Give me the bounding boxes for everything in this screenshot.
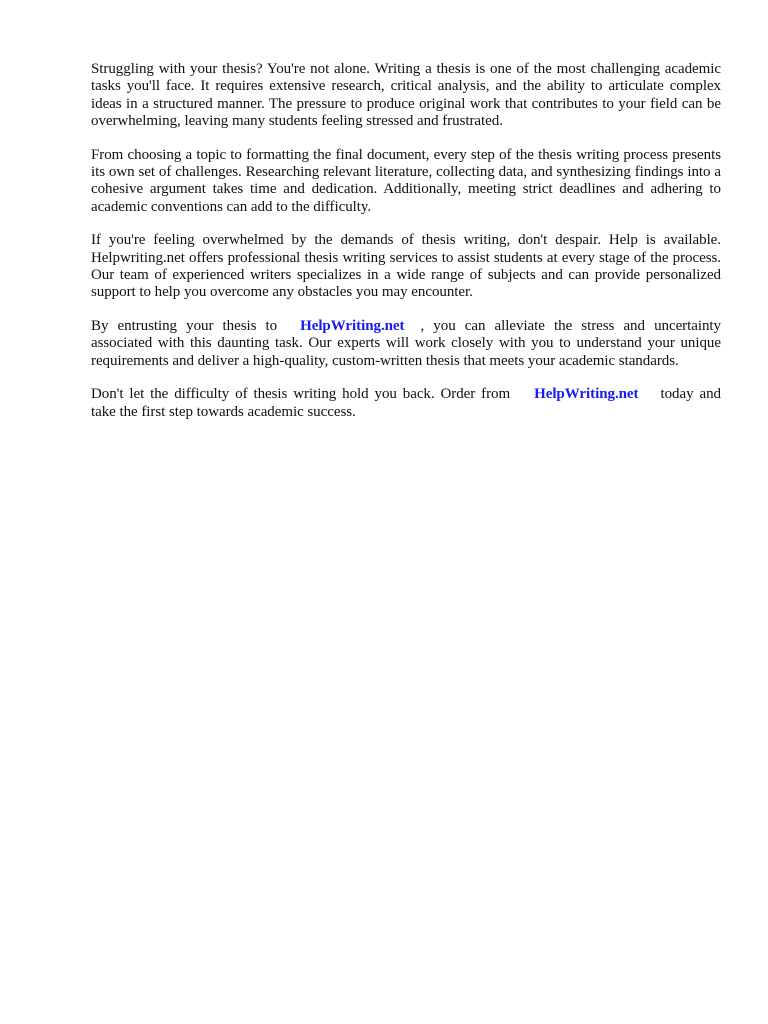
paragraph-5-text-before: Don't let the difficulty of thesis writing hold you back. Order from [91,386,511,403]
document-body [91,61,721,437]
helpwriting-link[interactable]: HelpWriting.net [300,317,405,334]
paragraph-4-text-after: , you can alleviate the stress and uncertainty associated with this daunting task. Our experts will work closely with you to understand your unique requirements and deliver a high-quality, custom-written thesis that meets your academic standards. [91,317,721,369]
paragraph-5 [91,386,721,421]
paragraph-4 [91,318,721,370]
paragraph-5-text-after: today and take the first step towards academic success. [91,386,721,420]
paragraph-1: Struggling with your thesis? You're not alone. Writing a thesis is one of the most challenging academic tasks you'll face. It requires extensive research, critical analysis, and the ability to articulate complex ideas in a structured manner. The pressure to produce original work that contributes to your field can be overwhelming, leaving many students feeling stressed and frustrated. [91,61,721,130]
paragraph-4-text-before: By entrusting your thesis to [91,317,278,334]
helpwriting-order-link[interactable]: HelpWriting.net [534,386,639,403]
paragraph-2: From choosing a topic to formatting the final document, every step of the thesis writing process presents its own set of challenges. Researching relevant literature, collecting data, and synthesizing findings into a cohesive argument takes time and dedication. Additionally, meeting strict deadlines and adhering to academic conventions can add to the difficulty. [91,146,721,215]
paragraph-3: If you're feeling overwhelmed by the demands of thesis writing, don't despair. Help is available. Helpwriting.net offers professional thesis writing services to assist students at every stage of the process. Our team of experienced writers specializes in a wide range of subjects and can provide personalized support to help you overcome any obstacles you may encounter. [91,232,721,301]
